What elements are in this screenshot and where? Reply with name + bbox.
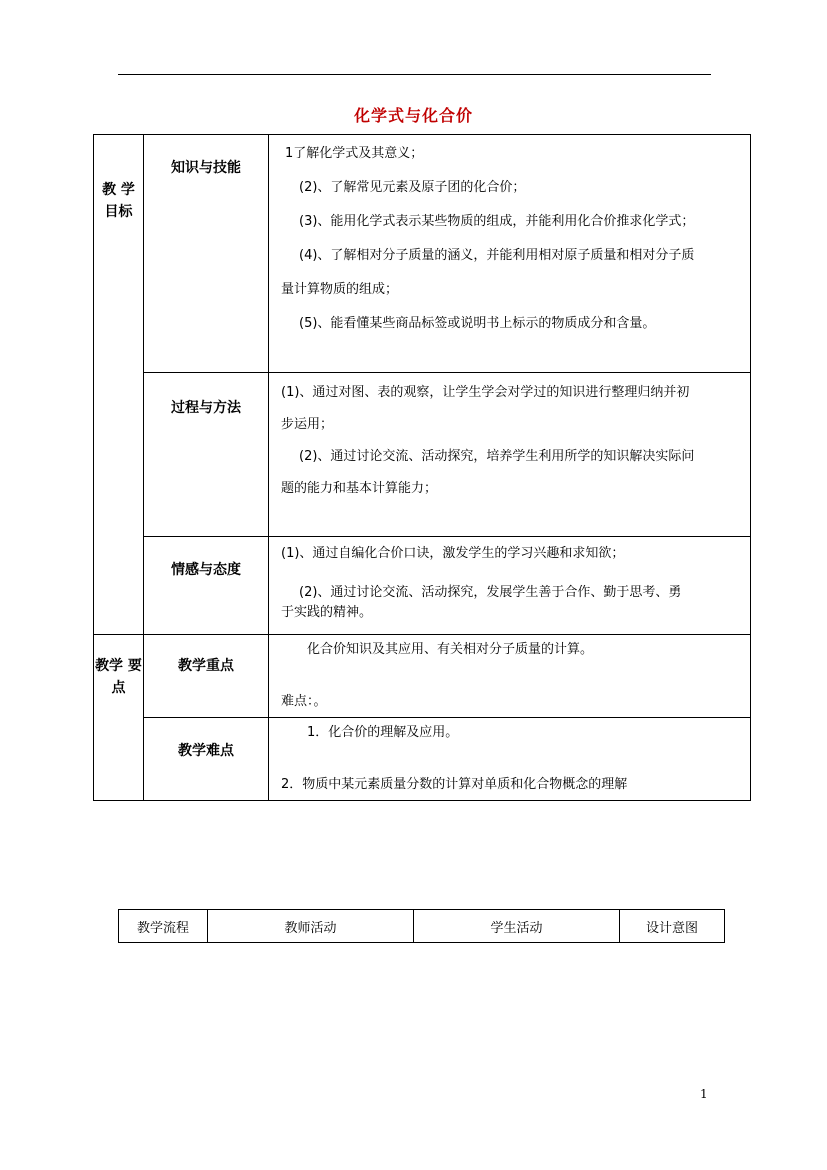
objectives-table [93,134,751,801]
flow-header-process: 教学流程 [119,910,208,943]
process-methods-label: 过程与方法 [171,400,241,416]
knowledge-item: (4)、了解相对分子质量的涵义，并能利用相对原子质量和相对分子质 [299,248,695,263]
emotion-item: 于实践的精神。 [281,605,373,620]
knowledge-item: 量计算物质的组成； [281,282,399,297]
emotion-label-cell [144,537,269,635]
page-number: 1 [700,1087,708,1101]
emotion-item: (1)、通过自编化合价口诀，激发学生的学习兴趣和求知欲； [281,546,625,561]
difficulty-note: 难点：。 [281,694,327,709]
keypoints-category-label: 教学 要点 [95,658,142,696]
flow-header-student: 学生活动 [414,910,620,943]
objectives-category-cell [94,135,144,635]
emotion-content-cell [269,537,751,635]
knowledge-item: (3)、能用化学式表示某些物质的组成，并能利用化合价推求化学式； [299,214,695,229]
process-item: (2)、通过讨论交流、活动探究，培养学生利用所学的知识解决实际问 [299,449,695,464]
header-rule [118,74,711,75]
key-focus-label: 教学重点 [178,658,234,674]
difficulty-label-cell [144,718,269,801]
teaching-flow-table [118,909,725,943]
key-difficulty-label: 教学难点 [178,743,234,759]
focus-content-cell [269,635,751,718]
document-title: 化学式与化合价 [353,106,473,125]
process-item: (1)、通过对图、表的观察，让学生学会对学过的知识进行整理归纳并初 [281,385,690,400]
focus-item: 化合价知识及其应用、有关相对分子质量的计算。 [307,642,594,657]
keypoints-category-cell [94,635,144,801]
difficulty-content-cell [269,718,751,801]
process-label-cell [144,373,269,537]
process-item: 步运用； [281,417,334,432]
knowledge-label-cell [144,135,269,373]
process-content-cell [269,373,751,537]
difficulty-item: 2．物质中某元素质量分数的计算对单质和化合物概念的理解 [281,777,628,792]
emotion-attitude-label: 情感与态度 [171,562,241,578]
knowledge-skills-label: 知识与技能 [171,160,241,176]
emotion-item: (2)、通过讨论交流、活动探究，发展学生善于合作、勤于思考、勇 [299,585,682,600]
knowledge-item: (2)、了解常见元素及原子团的化合价； [299,180,526,195]
knowledge-content-cell [269,135,751,373]
flow-header-intent: 设计意图 [620,910,725,943]
objectives-category-label: 教 学 目标 [102,182,135,220]
focus-label-cell [144,635,269,718]
difficulty-item: 1．化合价的理解及应用。 [307,725,459,740]
flow-header-teacher: 教师活动 [208,910,414,943]
process-item: 题的能力和基本计算能力； [281,481,438,496]
knowledge-item: 1了解化学式及其意义； [285,146,424,161]
knowledge-item: (5)、能看懂某些商品标签或说明书上标示的物质成分和含量。 [299,316,656,331]
